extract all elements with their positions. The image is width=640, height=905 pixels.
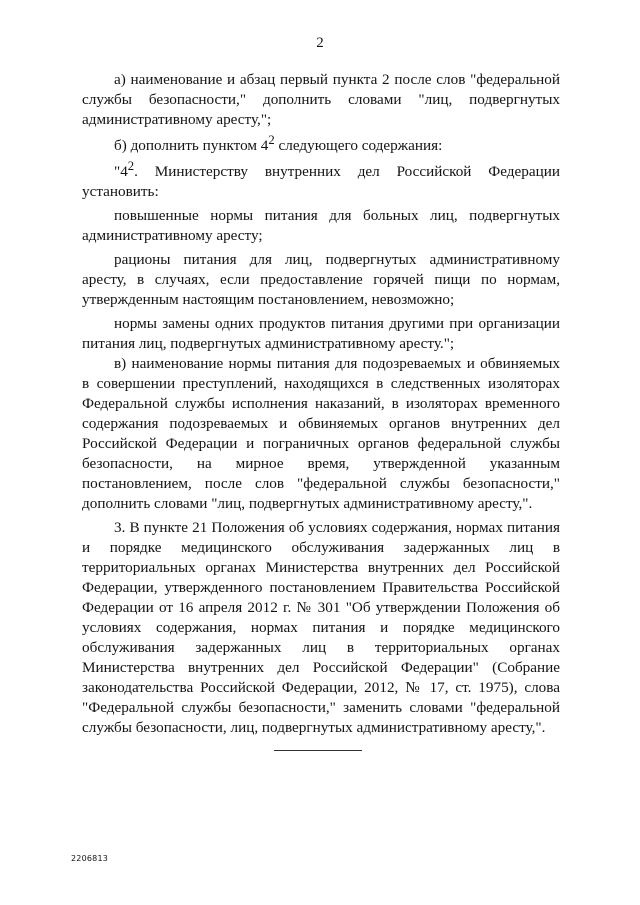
paragraph-b-text-end: следующего содержания: xyxy=(274,137,443,155)
paragraph-norms-sick: повышенные нормы питания для больных лиц, подвергнутых административному аресту; xyxy=(82,207,560,245)
superscript-index: 2 xyxy=(268,133,275,147)
paragraph-3: 3. В пункте 21 Положения об условиях содержания, нормах питания и порядке медицинского обслуживания задержанных лиц в территориальных органах Министерства внутренних дел Российской Федерации, утвержденного постановлением Правительства Российской Федерации от 16 апреля 2012 г. № 301 "Об утверждении Положения об условиях содержания, нормах питания и порядке медицинского обслуживания задержанных лиц в территориальных органах Министерства внутренних дел Российской Федерации" (Собрание законодательства Российской Федерации, 2012, № 17, ст. 1975), слова "Федеральной службы безопасности," заменить словами "федеральной службы безопасности, лиц, подвергнутых административному аресту,". xyxy=(82,519,560,737)
paragraph-4-2-heading xyxy=(82,156,560,202)
document-code: 2206813 xyxy=(71,854,109,863)
paragraph-rations: рационы питания для лиц, подвергнутых административному аресту, в случаях, если предоставление горячей пищи по нормам, утвержденным настоящим постановлением, невозможно; xyxy=(82,251,560,309)
page-number: 2 xyxy=(316,35,324,51)
paragraph-b xyxy=(82,130,560,156)
paragraph-4-2-text: . Министерству внутренних дел Российской Федерации установить: xyxy=(82,163,560,201)
paragraph-4-2-number: "4 xyxy=(114,163,128,181)
superscript-index: 2 xyxy=(127,159,135,174)
paragraph-a: а) наименование и абзац первый пункта 2 после слов "федеральной службы безопасности," дополнить словами "лиц, подвергнутых административному аресту,"; xyxy=(82,71,560,128)
document-body xyxy=(82,70,560,738)
separator-line xyxy=(274,750,362,751)
paragraph-substitution: нормы замены одних продуктов питания другими при организации питания лиц, подвергнутых административному аресту."; xyxy=(82,315,560,353)
paragraph-b-text: б) дополнить пунктом 4 xyxy=(114,137,269,155)
paragraph-c: в) наименование нормы питания для подозреваемых и обвиняемых в совершении преступлений, находящихся в следственных изоляторах Федеральной службы исполнения наказаний, в изоляторах временного содержания подозреваемых и обвиняемых органов внутренних дел Российской Федерации и пограничных органов федеральной службы безопасности, на мирное время, утвержденной указанным постановлением, после слов "федеральной службы безопасности," дополнить словами "лиц, подвергнутых административному аресту,". xyxy=(82,355,560,513)
